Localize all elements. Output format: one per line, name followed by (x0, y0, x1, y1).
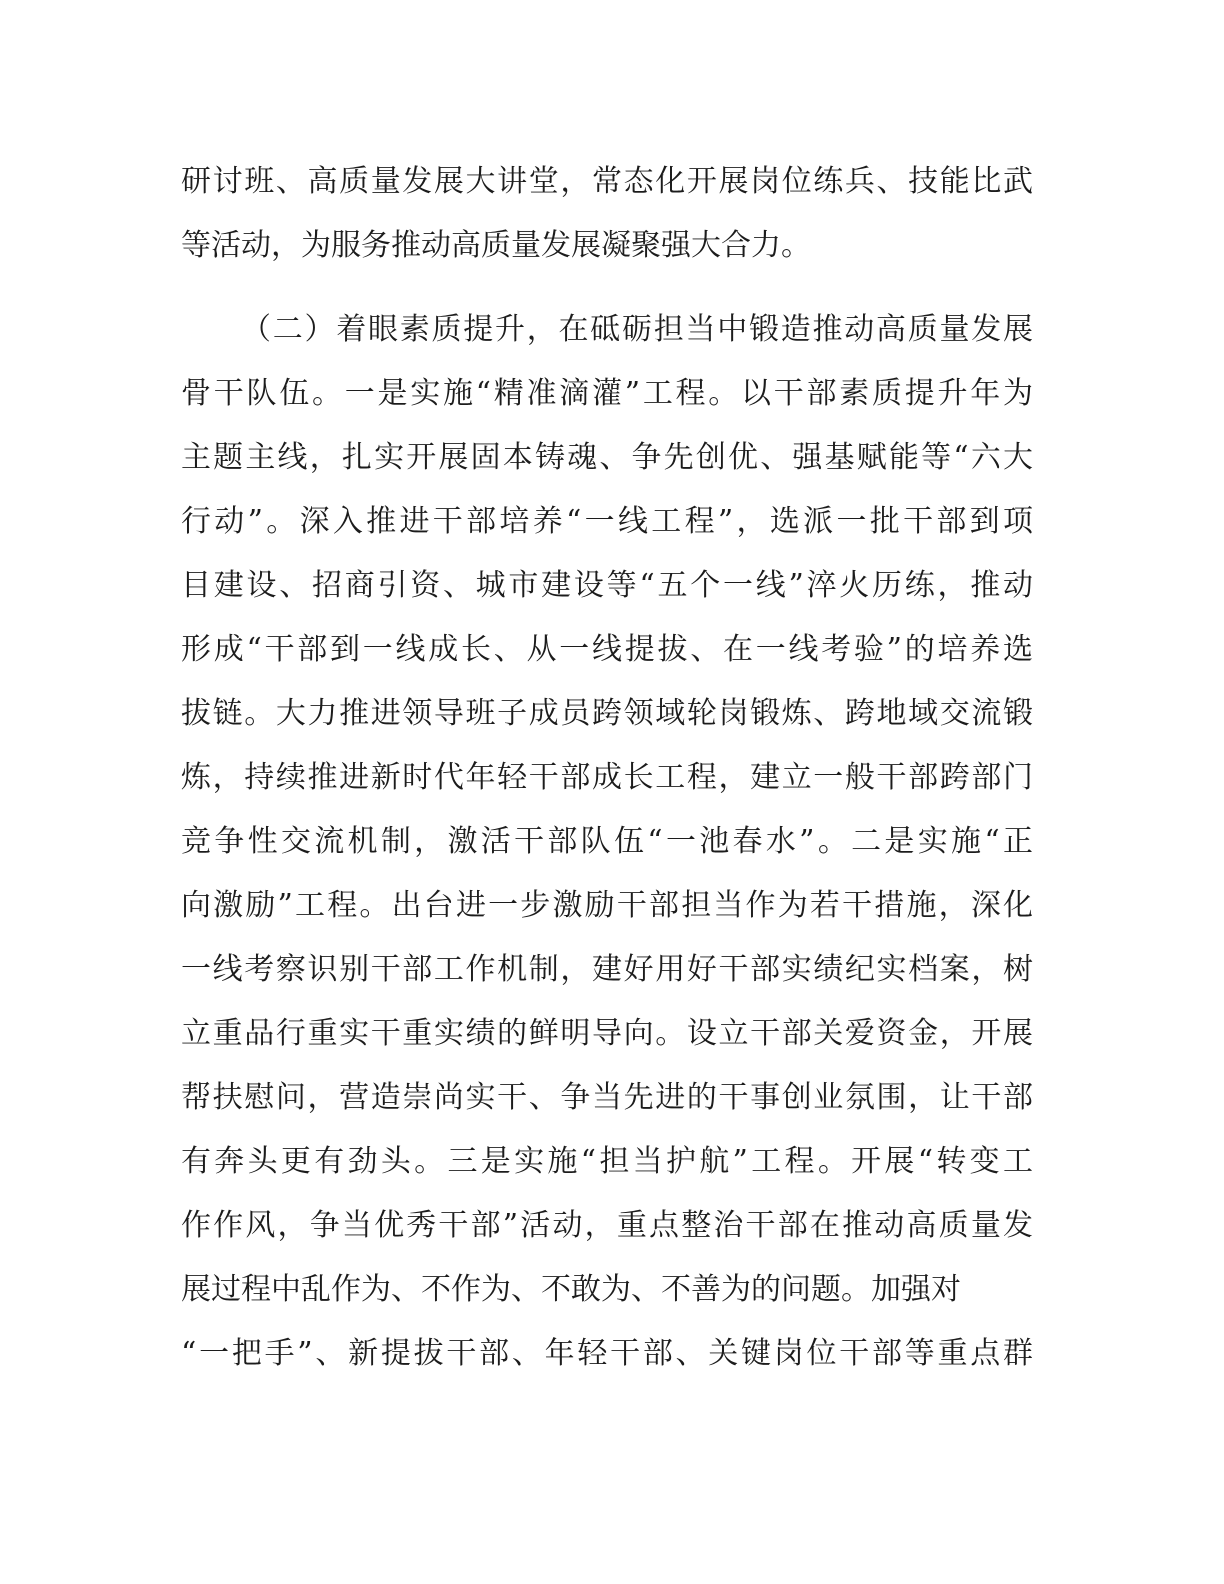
paragraph-line: 一线考察识别干部工作机制，建好用好干部实绩纪实档案，树 (181, 952, 1033, 987)
paragraph-line: “一把手”、新提拔干部、年轻干部、关键岗位干部等重点群 (181, 1336, 1033, 1371)
paragraph-line: 向激励”工程。出台进一步激励干部担当作为若干措施，深化 (181, 888, 1033, 923)
paragraph-line: 主题主线，扎实开展固本铸魂、争先创优、强基赋能等“六大 (181, 440, 1033, 475)
section-heading-line: （二）着眼素质提升，在砥砺担当中锻造推动高质量发展 (241, 312, 1033, 347)
paragraph-line: 展过程中乱作为、不作为、不敢为、不善为的问题。加强对 (181, 1272, 961, 1307)
paragraph-line: 帮扶慰问，营造崇尚实干、争当先进的干事创业氛围，让干部 (181, 1080, 1033, 1115)
paragraph-section-2 (181, 298, 1033, 1386)
paragraph-line: 炼，持续推进新时代年轻干部成长工程，建立一般干部跨部门 (181, 760, 1033, 795)
paragraph-line: 有奔头更有劲头。三是实施“担当护航”工程。开展“转变工 (181, 1144, 1033, 1179)
paragraph-line: 竞争性交流机制，激活干部队伍“一池春水”。二是实施“正 (181, 824, 1033, 859)
paragraph-line: 作作风，争当优秀干部”活动，重点整治干部在推动高质量发 (181, 1208, 1033, 1243)
paragraph-line: 骨干队伍。一是实施“精准滴灌”工程。以干部素质提升年为 (181, 376, 1033, 411)
paragraph-line: 行动”。深入推进干部培养“一线工程”，选派一批干部到项 (181, 504, 1033, 539)
paragraph-line: 研讨班、高质量发展大讲堂，常态化开展岗位练兵、技能比武 (181, 164, 1033, 199)
paragraph-line: 等活动，为服务推动高质量发展凝聚强大合力。 (181, 228, 811, 263)
paragraph-continued (181, 150, 1033, 278)
paragraph-line: 形成“干部到一线成长、从一线提拔、在一线考验”的培养选 (181, 632, 1033, 667)
paragraph-line: 目建设、招商引资、城市建设等“五个一线”淬火历练，推动 (181, 568, 1033, 603)
paragraph-line: 立重品行重实干重实绩的鲜明导向。设立干部关爱资金，开展 (181, 1016, 1033, 1051)
paragraph-line: 拔链。大力推进领导班子成员跨领域轮岗锻炼、跨地域交流锻 (181, 696, 1033, 731)
